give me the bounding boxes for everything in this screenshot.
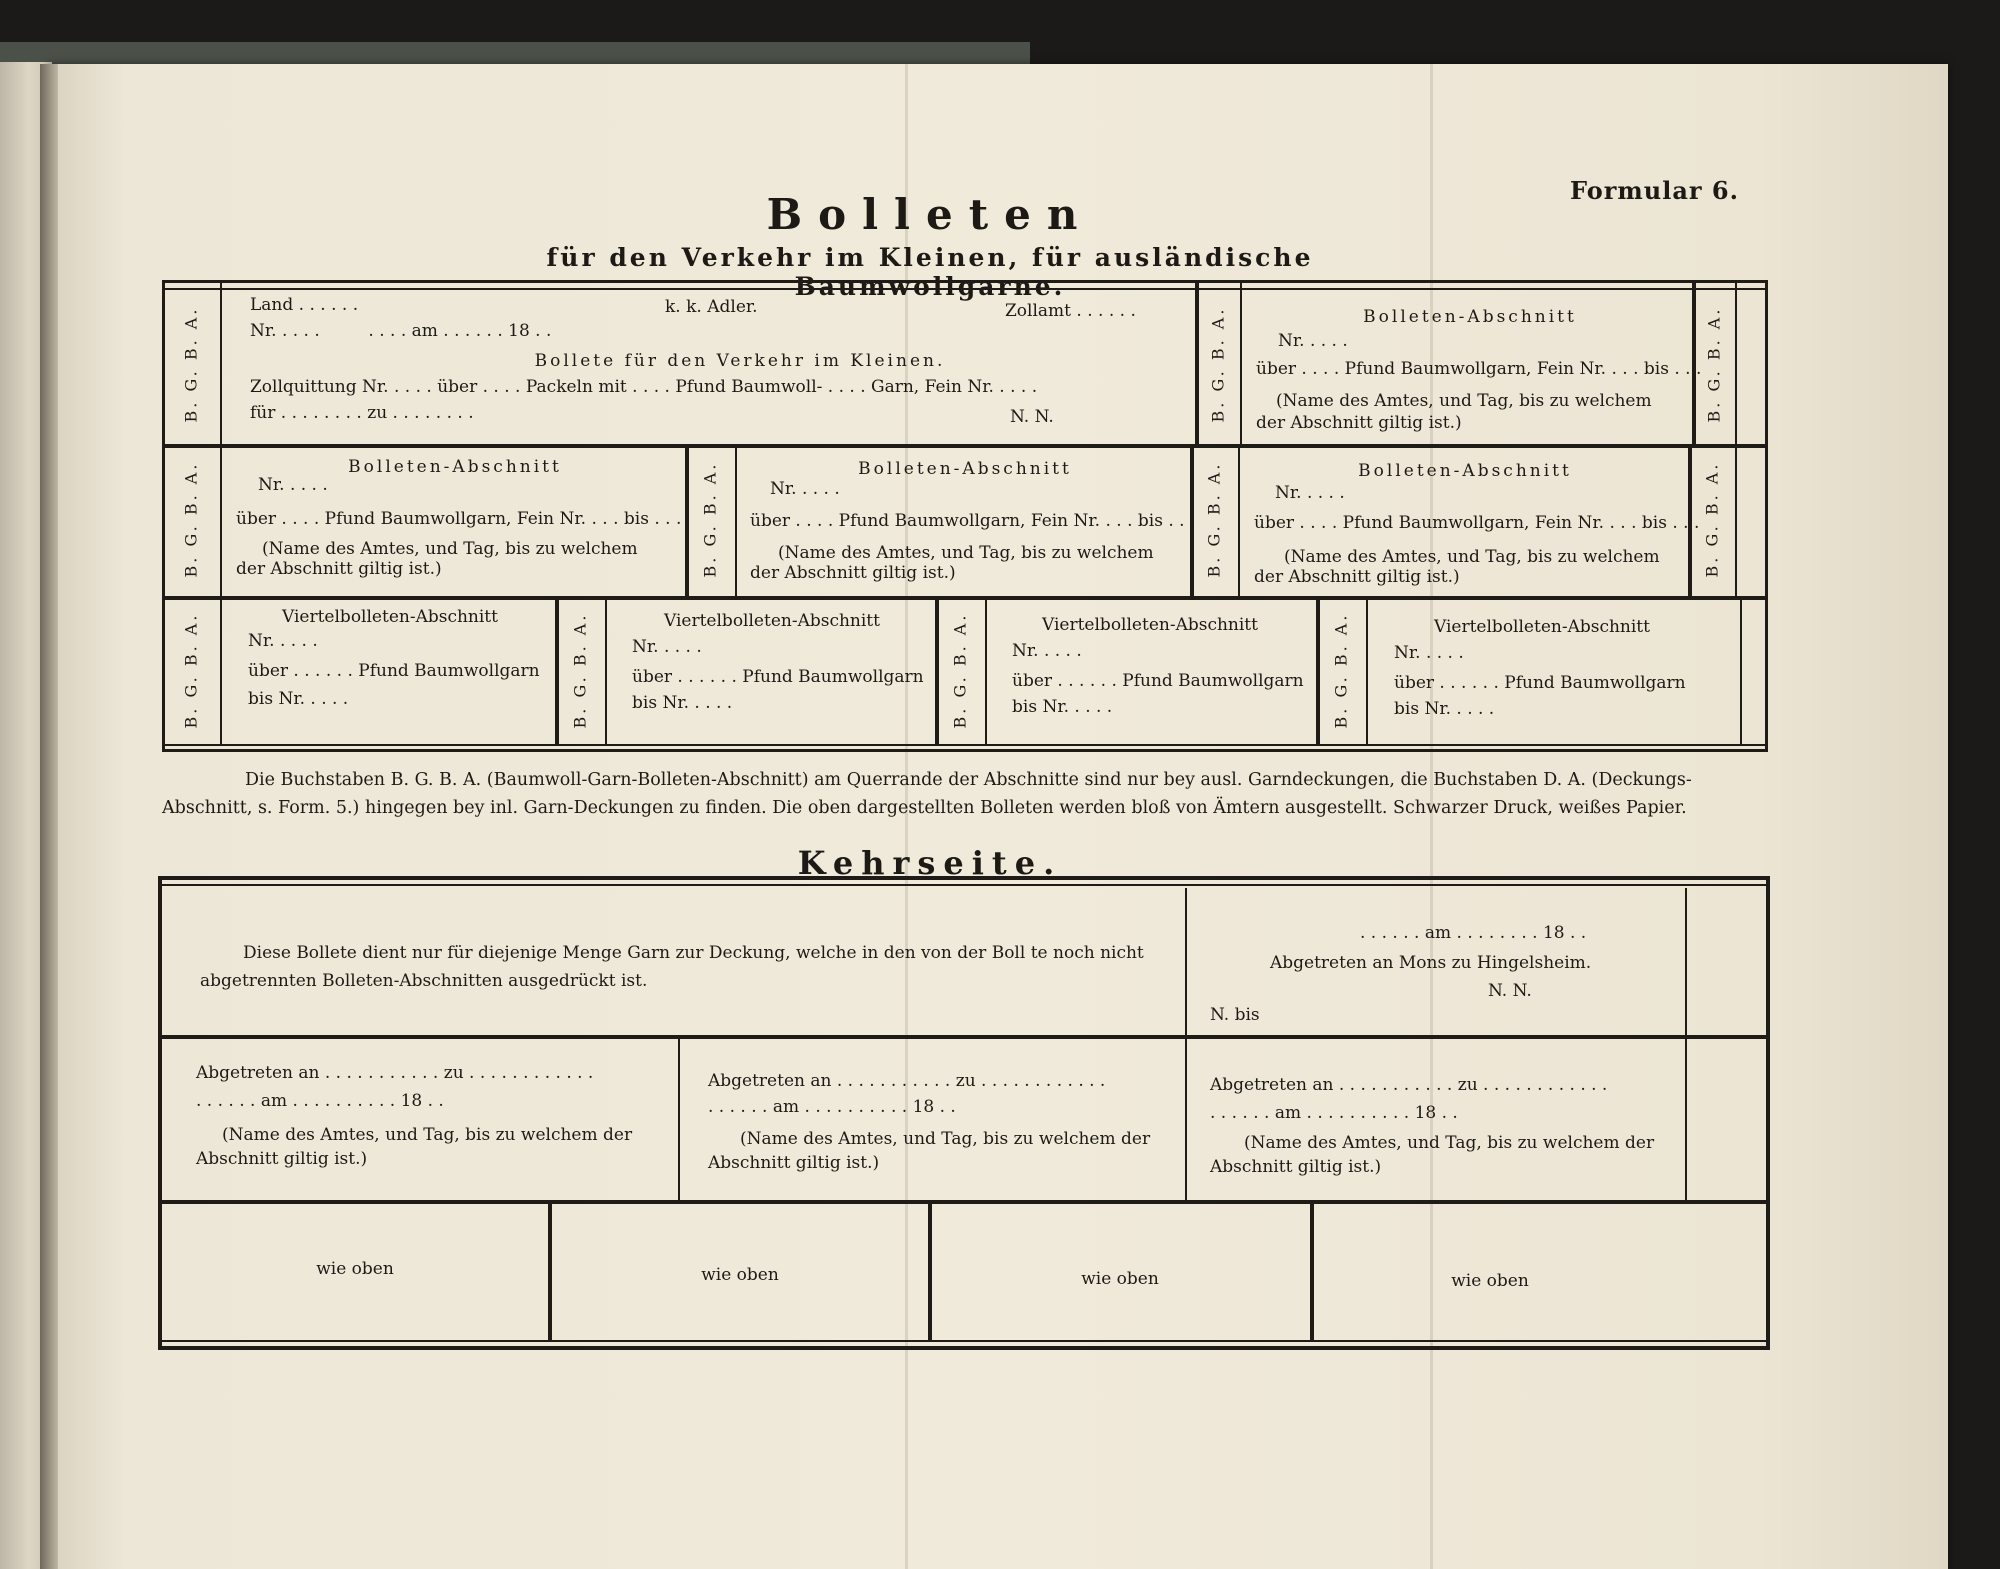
cell-divider [685, 446, 689, 596]
cell-divider [220, 598, 222, 744]
row-divider [162, 596, 1768, 600]
wie-oben: wie oben [316, 1259, 394, 1279]
wie-oben: wie oben [1081, 1269, 1159, 1289]
abschnitt-ueber: über . . . . Pfund Baumwollgarn, Fein Nr. . . . bis . . . [750, 511, 1196, 531]
abgetreten-line-3: (Name des Amtes, und Tag, bis zu welchem der [740, 1129, 1151, 1149]
cell-divider [220, 446, 222, 596]
footnote-line-2: Abschnitt, s. Form. 5.) hingegen bey inl. Garn-Deckungen zu finden. Die oben dargestellten Bolleten werden bloß von Ämtern ausgestellt. Schwarzer Druck, weißes Papier. [162, 798, 1687, 818]
page-subtitle: für den Verkehr im Kleinen, für ausländische Baumwollgarne. [546, 243, 1314, 301]
side-label: B. G. B. A. [181, 306, 201, 423]
cell-divider [1685, 1038, 1687, 1200]
date-field: . . . . . . am . . . . . . . . 18 . . [1360, 923, 1587, 943]
abschnitt-name-1: (Name des Amtes, und Tag, bis zu welchem [262, 539, 638, 559]
viertel-bis: bis Nr. . . . . [1394, 699, 1495, 719]
cell-divider [1185, 1038, 1187, 1200]
abgetreten-line-3: (Name des Amtes, und Tag, bis zu welchem der [1244, 1133, 1655, 1153]
bollete-heading: Bollete für den Verkehr im Kleinen. [534, 351, 946, 371]
front-bottom-rule [162, 744, 1768, 746]
cell-divider [935, 598, 939, 744]
zollamt-field: Zollamt . . . . . . [1005, 301, 1136, 321]
side-label: B. G. B. A. [1702, 461, 1722, 578]
cell-divider [1740, 598, 1742, 744]
row-divider [160, 1200, 1768, 1204]
abschnitt-ueber: über . . . . Pfund Baumwollgarn, Fein Nr. . . . bis . . . [1254, 513, 1700, 533]
viertel-bis: bis Nr. . . . . [248, 689, 349, 709]
form-number: Formular 6. [1570, 176, 1739, 205]
abschnitt-nr: Nr. . . . . [1275, 483, 1345, 503]
viertel-bis: bis Nr. . . . . [1012, 697, 1113, 717]
viertel-ueber: über . . . . . . Pfund Baumwollgarn [632, 667, 924, 687]
cell-divider [1238, 446, 1240, 596]
abgetreten-line-1: Abgetreten an . . . . . . . . . . . zu . . . . . . . . . . . . [708, 1071, 1106, 1091]
nn-signature: N. N. [1488, 981, 1532, 1001]
notice-line-1: Diese Bollete dient nur für diejenige Menge Garn zur Deckung, welche in den von der Boll te noch nicht [243, 943, 1144, 963]
abschnitt-name-2: der Abschnitt giltig ist.) [1254, 567, 1460, 587]
adler-field: k. k. Adler. [665, 297, 758, 317]
side-label: B. G. B. A. [950, 612, 970, 729]
cell-divider [1316, 598, 1320, 744]
viertel-bis: bis Nr. . . . . [632, 693, 733, 713]
side-label: B. G. B. A. [181, 612, 201, 729]
side-label: B. G. B. A. [700, 461, 720, 578]
back-top-rule [158, 884, 1770, 886]
viertel-ueber: über . . . . . . Pfund Baumwollgarn [1012, 671, 1304, 691]
cell-divider [1240, 282, 1242, 444]
cell-divider [1735, 282, 1737, 444]
abschnitt-nr: Nr. . . . . [258, 475, 328, 495]
row-divider [160, 1035, 1768, 1039]
cell-divider [1185, 888, 1187, 1036]
abgetreten-line-1: Abgetreten an . . . . . . . . . . . zu . . . . . . . . . . . . [196, 1063, 594, 1083]
notice-line-2: abgetrennten Bolleten-Abschnitten ausgedrückt ist. [200, 971, 648, 991]
zollquittung-field: Zollquittung Nr. . . . . über . . . . Packeln mit . . . . Pfund Baumwoll- . . . . Garn, Fein Nr. . . . . [250, 377, 1038, 397]
abschnitt-name-1: (Name des Amtes, und Tag, bis zu welchem [1276, 391, 1652, 411]
abschnitt-name-2: der Abschnitt giltig ist.) [236, 559, 442, 579]
wie-oben: wie oben [701, 1265, 779, 1285]
viertel-heading: Viertelbolleten-Abschnitt [1434, 617, 1650, 637]
back-bottom-rule [158, 1340, 1770, 1342]
reverse-side-heading: Kehrseite. [797, 844, 1063, 882]
side-label: B. G. B. A. [570, 612, 590, 729]
cell-divider [548, 1202, 552, 1342]
front-top-rule [162, 288, 1768, 290]
abgetreten-line-1: Abgetreten an . . . . . . . . . . . zu . . . . . . . . . . . . [1210, 1075, 1608, 1095]
nr-am-field: Nr. . . . . . . . . am . . . . . . 18 . . [250, 321, 552, 341]
page-title: Bolleten [766, 190, 1094, 239]
cell-divider [985, 598, 987, 744]
side-label: B. G. B. A. [1331, 612, 1351, 729]
viertel-heading: Viertelbolleten-Abschnitt [282, 607, 498, 627]
abschnitt-heading: Bolleten-Abschnitt [1358, 461, 1572, 481]
abschnitt-name-1: (Name des Amtes, und Tag, bis zu welchem [778, 543, 1154, 563]
side-label: B. G. B. A. [1704, 306, 1724, 423]
land-field: Land . . . . . . [250, 295, 359, 315]
viertel-nr: Nr. . . . . [632, 637, 702, 657]
viertel-ueber: über . . . . . . Pfund Baumwollgarn [248, 661, 540, 681]
viertel-nr: Nr. . . . . [248, 631, 318, 651]
cell-divider [735, 446, 737, 596]
cell-divider [605, 598, 607, 744]
abgetreten-line-4: Abschnitt giltig ist.) [1210, 1157, 1382, 1177]
abgetreten-line-2: . . . . . . am . . . . . . . . . . 18 . . [1210, 1103, 1458, 1123]
cell-divider [1685, 888, 1687, 1036]
side-label: B. G. B. A. [1208, 306, 1228, 423]
cell-divider [1195, 282, 1199, 444]
viertel-nr: Nr. . . . . [1012, 641, 1082, 661]
abschnitt-nr: Nr. . . . . [1278, 331, 1348, 351]
abgetreten-line-4: Abschnitt giltig ist.) [708, 1153, 880, 1173]
cell-divider [220, 282, 222, 444]
abgetreten-line-2: . . . . . . am . . . . . . . . . . 18 . . [708, 1097, 956, 1117]
viertel-heading: Viertelbolleten-Abschnitt [664, 611, 880, 631]
viertel-nr: Nr. . . . . [1394, 643, 1464, 663]
abschnitt-name-1: (Name des Amtes, und Tag, bis zu welchem [1284, 547, 1660, 567]
fuer-field: für . . . . . . . . zu . . . . . . . . [250, 403, 474, 423]
row-divider [162, 444, 1768, 448]
nbis-field: N. bis [1210, 1005, 1260, 1025]
side-label: B. G. B. A. [1204, 461, 1224, 578]
nn-signature: N. N. [1010, 407, 1054, 427]
abschnitt-nr: Nr. . . . . [770, 479, 840, 499]
abschnitt-heading: Bolleten-Abschnitt [858, 459, 1072, 479]
cell-divider [1735, 446, 1737, 596]
footnote-line-1: Die Buchstaben B. G. B. A. (Baumwoll-Garn-Bolleten-Abschnitt) am Querrande der Abschnitte sind nur bey ausl. Garndeckungen, die Buchstaben D. A. (Deckungs- [245, 770, 1692, 790]
abschnitt-name-2: der Abschnitt giltig ist.) [1256, 413, 1462, 433]
page-gutter [40, 64, 58, 1569]
cell-divider [1366, 598, 1368, 744]
abschnitt-ueber: über . . . . Pfund Baumwollgarn, Fein Nr. . . . bis . . . [236, 509, 682, 529]
viertel-heading: Viertelbolleten-Abschnitt [1042, 615, 1258, 635]
viertel-ueber: über . . . . . . Pfund Baumwollgarn [1394, 673, 1686, 693]
abgetreten-mons: Abgetreten an Mons zu Hingelsheim. [1270, 953, 1592, 973]
abgetreten-line-2: . . . . . . am . . . . . . . . . . 18 . . [196, 1091, 444, 1111]
cell-divider [1310, 1202, 1314, 1342]
abschnitt-name-2: der Abschnitt giltig ist.) [750, 563, 956, 583]
abgetreten-line-4: Abschnitt giltig ist.) [196, 1149, 368, 1169]
wie-oben: wie oben [1451, 1271, 1529, 1291]
cell-divider [678, 1038, 680, 1200]
cell-divider [928, 1202, 932, 1342]
abschnitt-ueber: über . . . . Pfund Baumwollgarn, Fein Nr. . . . bis . . . [1256, 359, 1702, 379]
abschnitt-heading: Bolleten-Abschnitt [1363, 307, 1577, 327]
abgetreten-line-3: (Name des Amtes, und Tag, bis zu welchem der [222, 1125, 633, 1145]
cell-divider [555, 598, 559, 744]
abschnitt-heading: Bolleten-Abschnitt [348, 457, 562, 477]
side-label: B. G. B. A. [181, 461, 201, 578]
